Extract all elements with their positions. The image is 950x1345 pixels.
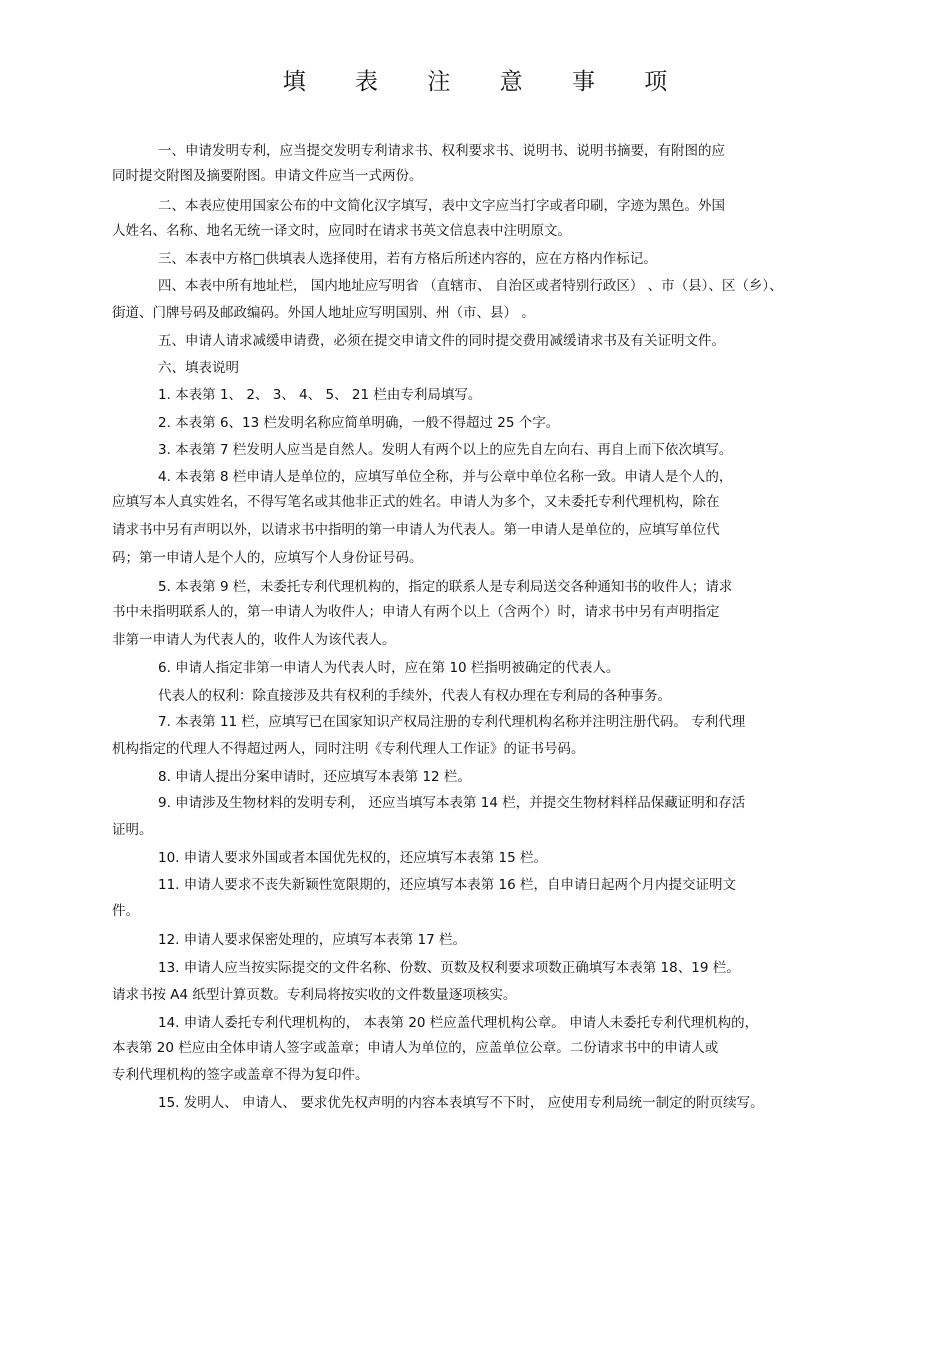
- text-line: 5. 本表第 9 栏，未委托专利代理机构的，指定的联系人是专利局送交各种通知书的收件人；请求: [158, 579, 733, 595]
- text-line: 本表第 20 栏应由全体申请人签字或盖章；申请人为单位的，应盖单位公章。二份请求书中的申请人或: [112, 1040, 719, 1056]
- text-line: 8. 申请人提出分案申请时，还应填写本表第 12 栏。: [158, 769, 471, 785]
- text-line: 证明。: [112, 822, 153, 838]
- page-title: 填 表 注 意 事 项: [282, 69, 689, 95]
- text-line: 书中未指明联系人的，第一申请人为收件人；申请人有两个以上（含两个）时，请求书中另有声明指定: [112, 604, 720, 620]
- text-line: 专利代理机构的签字或盖章不得为复印件。: [112, 1067, 369, 1083]
- text-line: 1. 本表第 1、 2、 3、 4、 5、 21 栏由专利局填写。: [158, 387, 482, 403]
- text-line: 代表人的权利：除直接涉及共有权利的手续外，代表人有权办理在专利局的各种事务。: [158, 688, 671, 704]
- text-line: 15. 发明人、 申请人、 要求优先权声明的内容本表填写不下时， 应使用专利局统一制定的附页续写。: [158, 1095, 764, 1111]
- text-line: 二、本表应使用国家公布的中文简化汉字填写，表中文字应当打字或者印刷，字迹为黑色。外国: [158, 198, 725, 214]
- text-line: 机构指定的代理人不得超过两人，同时注明《专利代理人工作证》的证书号码。: [112, 741, 585, 757]
- text-line: 14. 申请人委托专利代理机构的， 本表第 20 栏应盖代理机构公章。 申请人未委托专利代理机构的，: [158, 1015, 759, 1031]
- text-line: 11. 申请人要求不丧失新颖性宽限期的，还应填写本表第 16 栏，自申请日起两个月内提交证明文: [158, 877, 737, 893]
- text-line: 13. 申请人应当按实际提交的文件名称、份数、页数及权利要求项数正确填写本表第 18、19 栏。: [158, 960, 740, 976]
- text-line: 码；第一申请人是个人的，应填写个人身份证号码。: [112, 550, 423, 566]
- text-line: 一、申请发明专利，应当提交发明专利请求书、权利要求书、说明书、说明书摘要，有附图的应: [158, 143, 725, 159]
- text-line: 应填写本人真实姓名，不得写笔名或其他非正式的姓名。申请人为多个，又未委托专利代理机构，除在: [112, 494, 720, 510]
- text-line: 请求书中另有声明以外，以请求书中指明的第一申请人为代表人。第一申请人是单位的，应填写单位代: [112, 522, 720, 538]
- text-line: 12. 申请人要求保密处理的，应填写本表第 17 栏。: [158, 932, 467, 948]
- text-line: 2. 本表第 6、13 栏发明名称应简单明确，一般不得超过 25 个字。: [158, 415, 560, 431]
- text-line: 三、本表中方格□供填表人选择使用，若有方格后所述内容的，应在方格内作标记。: [158, 251, 657, 267]
- text-line: 五、申请人请求减缓申请费，必须在提交申请文件的同时提交费用减缓请求书及有关证明文件。: [158, 333, 725, 349]
- text-line: 3. 本表第 7 栏发明人应当是自然人。发明人有两个以上的应先自左向右、再自上而下依次填写。: [158, 442, 733, 458]
- text-line: 9. 申请涉及生物材料的发明专利， 还应当填写本表第 14 栏，并提交生物材料样品保藏证明和存活: [158, 795, 746, 811]
- text-line: 10. 申请人要求外国或者本国优先权的，还应填写本表第 15 栏。: [158, 850, 548, 866]
- text-line: 7. 本表第 11 栏，应填写已在国家知识产权局注册的专利代理机构名称并注明注册代码。 专利代理: [158, 714, 746, 730]
- text-line: 人姓名、名称、地名无统一译文时，应同时在请求书英文信息表中注明原文。: [112, 223, 571, 239]
- text-line: 四、本表中所有地址栏， 国内地址应写明省 （直辖市、 自治区或者特别行政区） 、市（县）、区（乡）、: [158, 278, 783, 294]
- text-line: 街道、门牌号码及邮政编码。外国人地址应写明国别、州（市、县） 。: [112, 305, 535, 321]
- text-line: 4. 本表第 8 栏申请人是单位的，应填写单位全称，并与公章中单位名称一致。申请人是个人的，: [158, 469, 733, 485]
- text-line: 同时提交附图及摘要附图。申请文件应当一式两份。: [112, 168, 423, 184]
- text-line: 6. 申请人指定非第一申请人为代表人时，应在第 10 栏指明被确定的代表人。: [158, 660, 620, 676]
- text-line: 六、填表说明: [158, 360, 239, 376]
- text-line: 件。: [112, 903, 139, 919]
- text-line: 请求书按 A4 纸型计算页数。专利局将按实收的文件数量逐项核实。: [112, 987, 517, 1003]
- text-line: 非第一申请人为代表人的，收件人为该代表人。: [112, 632, 396, 648]
